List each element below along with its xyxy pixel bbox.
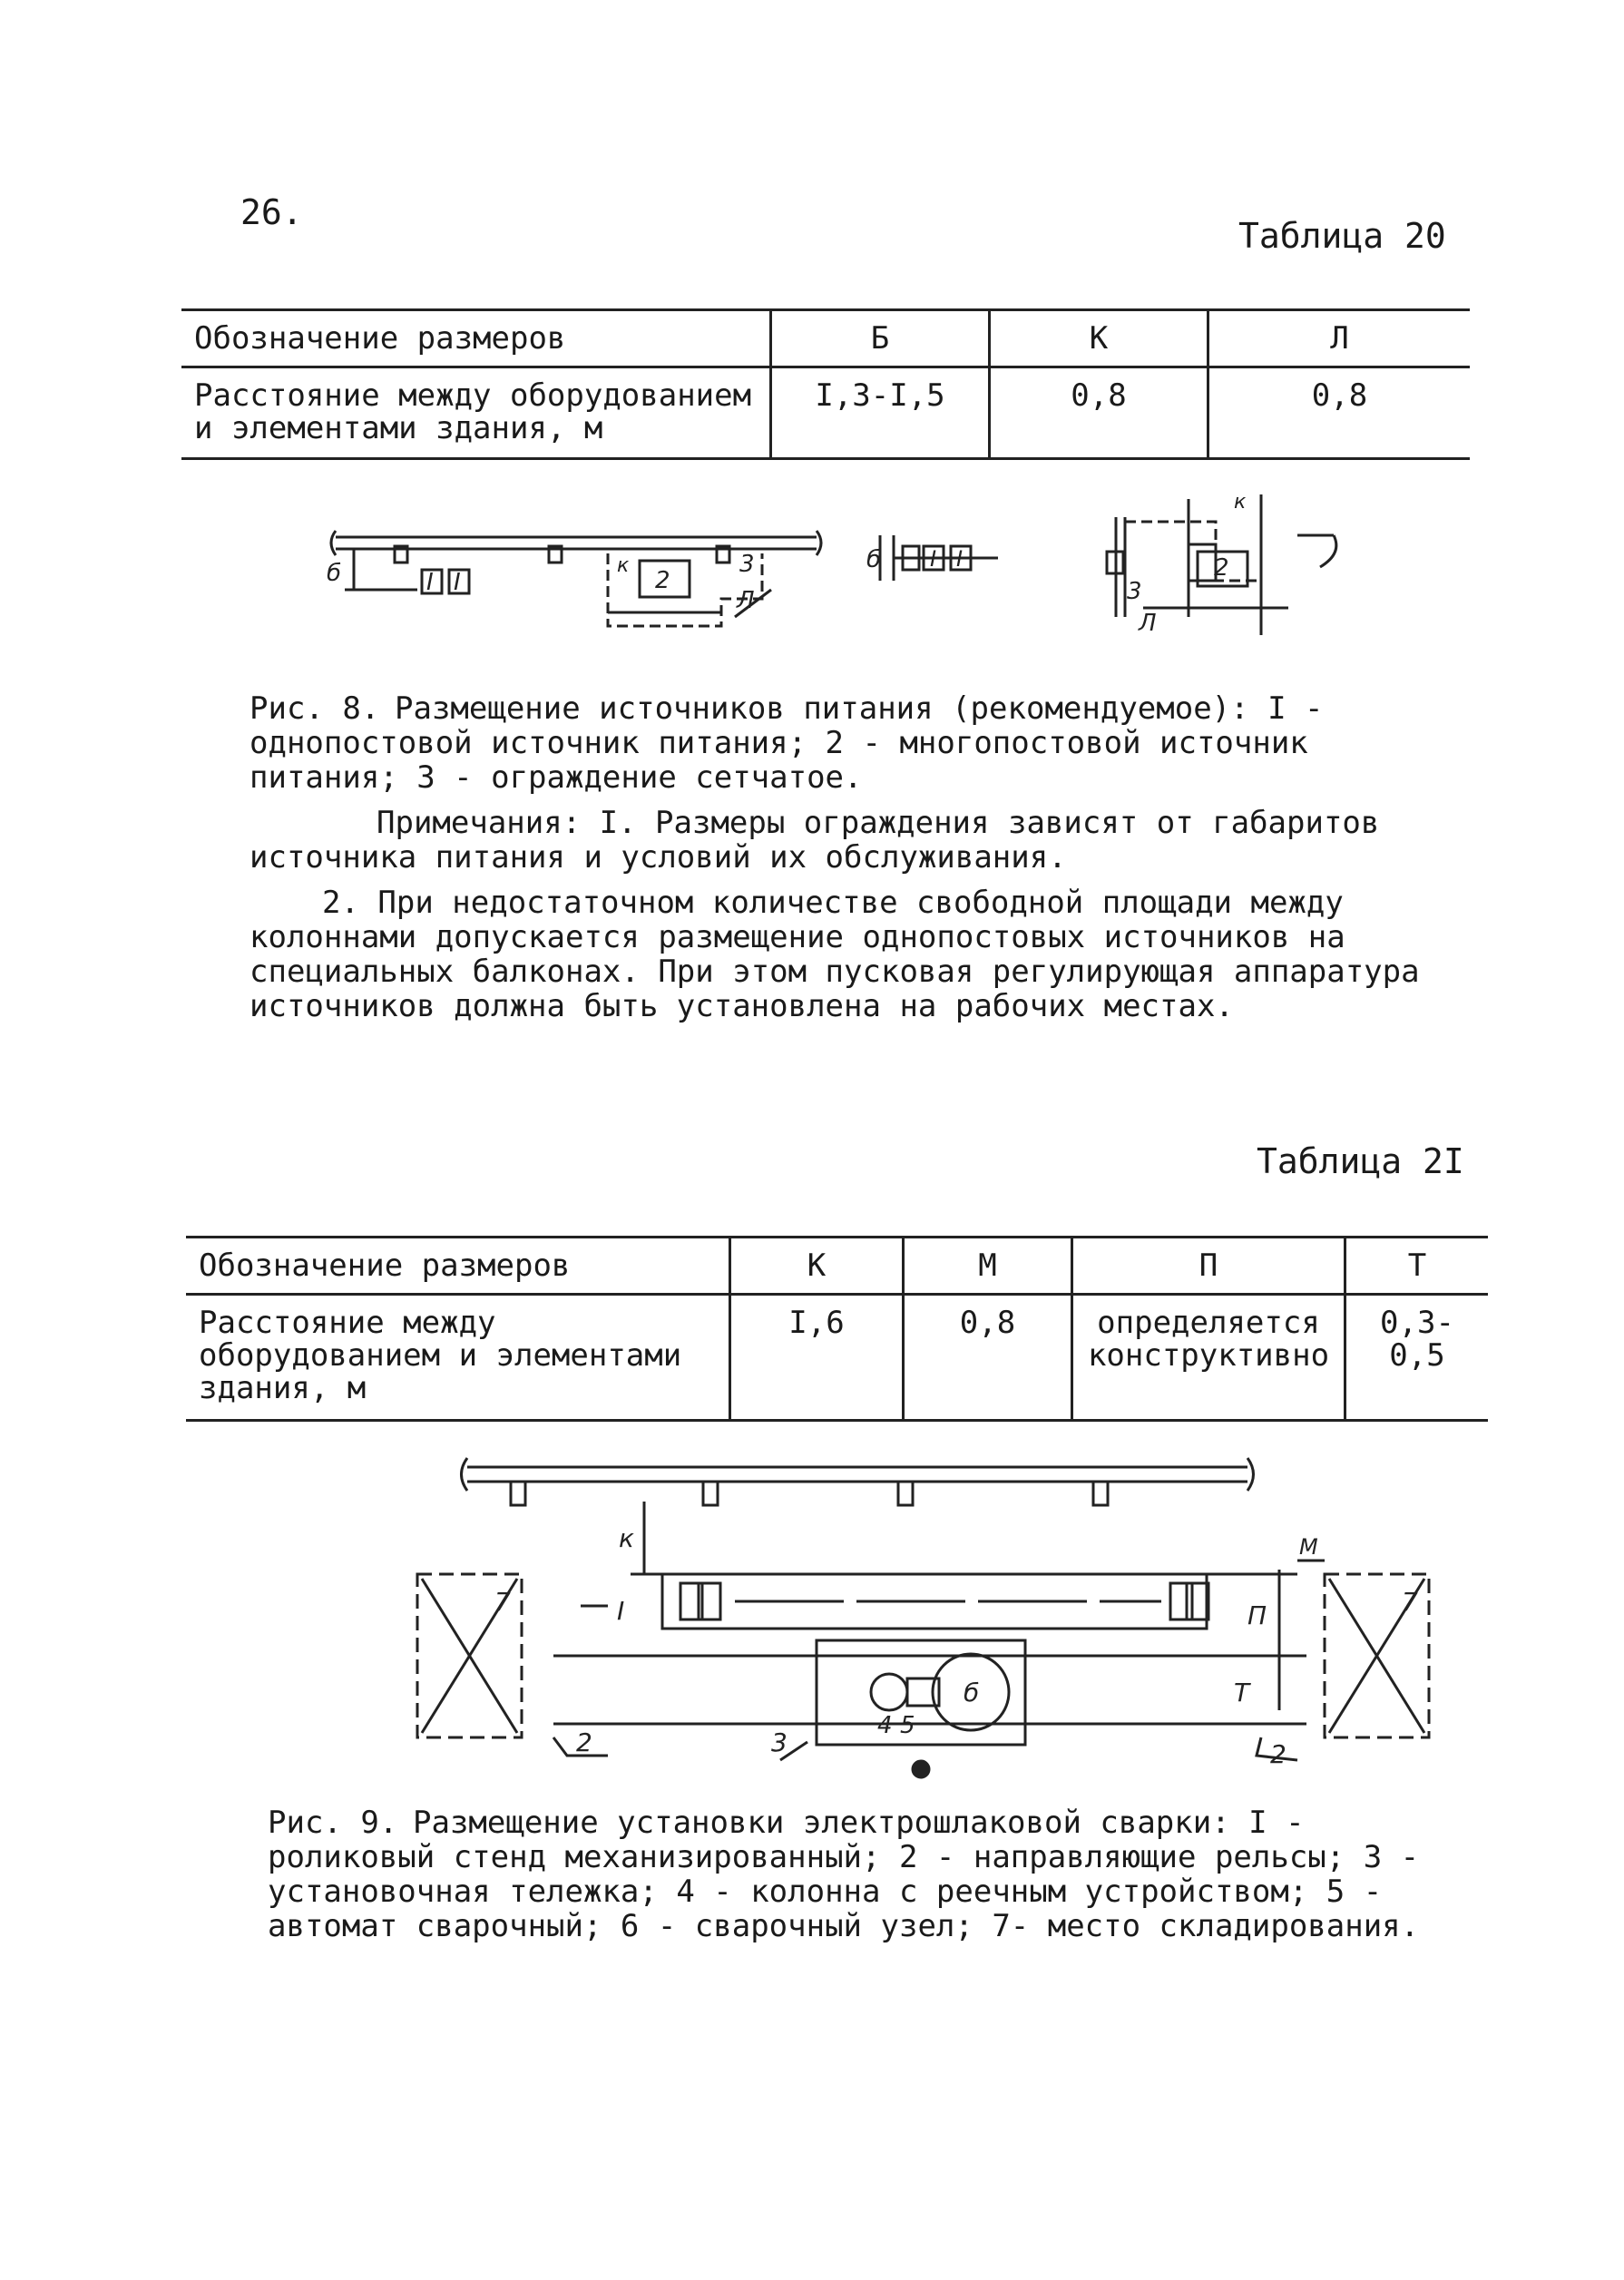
roller-right-1 [1170,1583,1192,1619]
fig9-mark-12: 2 [1270,1739,1286,1769]
figure-8 [318,481,1388,653]
wall-column-1 [511,1482,525,1505]
fig9-mark-0: к [619,1523,634,1553]
table-20 [181,308,1470,460]
fig8-mark-4: б [327,560,342,587]
table-20-header-2: К [990,310,1208,367]
wall-column-4 [1093,1482,1108,1505]
figure-9-drawing [399,1447,1506,1796]
table-21-header-0: Обозначение размеров [186,1238,730,1295]
fig8-mark-13: Л [1139,610,1157,637]
figure-8-caption-text: Размещение источников питания (рекомендуемое): I - однопостовой источник питания; 2 - многопостовой источник питания; 3 - ограждение сетчатое. [249,690,1324,796]
table-21-cell-2: 0,8 [904,1295,1072,1421]
figure-9-label: Рис. 9. [268,1805,398,1841]
column-rack [871,1674,907,1710]
carriage-marker [913,1761,929,1777]
figure-9 [399,1447,1506,1796]
wall-break-right-plan [1320,535,1336,567]
note-1: Примечания: I. Размеры ограждения зависят от габаритов источника питания и условий их обслуживания. [249,805,1380,876]
wall-column-3 [898,1482,913,1505]
fig9-mark-6: Т [1234,1678,1250,1708]
fig9-mark-9: 5 [900,1712,915,1739]
fig9-mark-1: М [1299,1534,1318,1560]
fig9-mark-4: 7 [494,1587,511,1617]
fig9-mark-8: 4 [877,1712,893,1739]
fig8-mark-5: Л [737,587,755,614]
table-21-cell-3: определяется конструктивно [1072,1295,1345,1421]
fig9-mark-2: I [617,1596,625,1626]
fig9-mark-11: 3 [771,1727,788,1757]
fig9-mark-3: П [1247,1600,1267,1630]
table-21 [186,1236,1488,1422]
roller-right-2 [1187,1583,1208,1619]
table-20-header-0: Обозначение размеров [181,310,771,367]
fig8-mark-11: 3 [1127,578,1142,605]
table-20-cell-0: Расстояние между оборудованием и элементами здания, м [181,367,771,459]
table-20-header-3: Л [1208,310,1471,367]
fig8-mark-1: I [454,569,461,596]
table-21-header-1: К [730,1238,904,1295]
figure-8-drawing [318,481,1388,653]
wall-break-right [817,531,821,555]
table-21-cell-0: Расстояние между оборудованием и элементами здания, м [186,1295,730,1421]
fig8-mark-0: I [426,569,434,596]
fig8-mark-12: 2 [1214,554,1229,582]
table-21-header-2: М [904,1238,1072,1295]
wall-column-2 [703,1482,718,1505]
fig8-mark-10: I [956,546,964,572]
table-20-caption: Таблица 20 [1238,216,1446,256]
fig8-mark-2: 2 [655,567,670,594]
fig8-mark-6: к [617,554,630,577]
figure-9-caption [268,1805,1447,1943]
fig8-mark-9: I [930,546,937,572]
table-20-cell-2: 0,8 [990,367,1208,459]
wall-break-left [331,531,336,555]
notes-block [249,806,1465,1023]
table-20-cell-1: I,3-I,5 [771,367,990,459]
figure-9-caption-text: Размещение установки электрошлаковой сварки: I - роликовый стенд механизированный; 2 - направляющие рельсы; 3 - установочная тележка; 4 - колонна с реечным устройством; 5 - автомат сварочный; 6 - сварочный узел; 7- место складирования. [268,1805,1420,1944]
wall-top-break-left [462,1458,468,1491]
table-20-cell-3: 0,8 [1208,367,1471,459]
table-21-caption: Таблица 2I [1257,1141,1464,1181]
fig8-mark-8: б [866,546,882,573]
table-21-header-3: П [1072,1238,1345,1295]
fig8-mark-7: к [1234,491,1247,514]
table-21-cell-4: 0,3-0,5 [1345,1295,1489,1421]
figure-8-label: Рис. 8. [249,690,380,727]
fig9-mark-10: 2 [576,1727,592,1757]
fig8-mark-3: 3 [739,551,755,578]
fig9-mark-7: б [964,1678,980,1708]
table-21-header-4: Т [1345,1238,1489,1295]
table-21-cell-1: I,6 [730,1295,904,1421]
figure-8-caption [249,691,1465,795]
note-2: 2. При недостаточном количестве свободной площади между колоннами допускается размещение однопостовых источников на специальных балконах. При этом пусковая регулирующая аппаратура источников должна быть установлена на рабочих местах. [249,885,1420,1024]
table-20-header-1: Б [771,310,990,367]
page-number: 26. [240,192,303,232]
wall-top-break-right [1247,1458,1254,1491]
column-right-2 [1189,544,1216,581]
fig9-mark-5: 7 [1402,1587,1418,1617]
